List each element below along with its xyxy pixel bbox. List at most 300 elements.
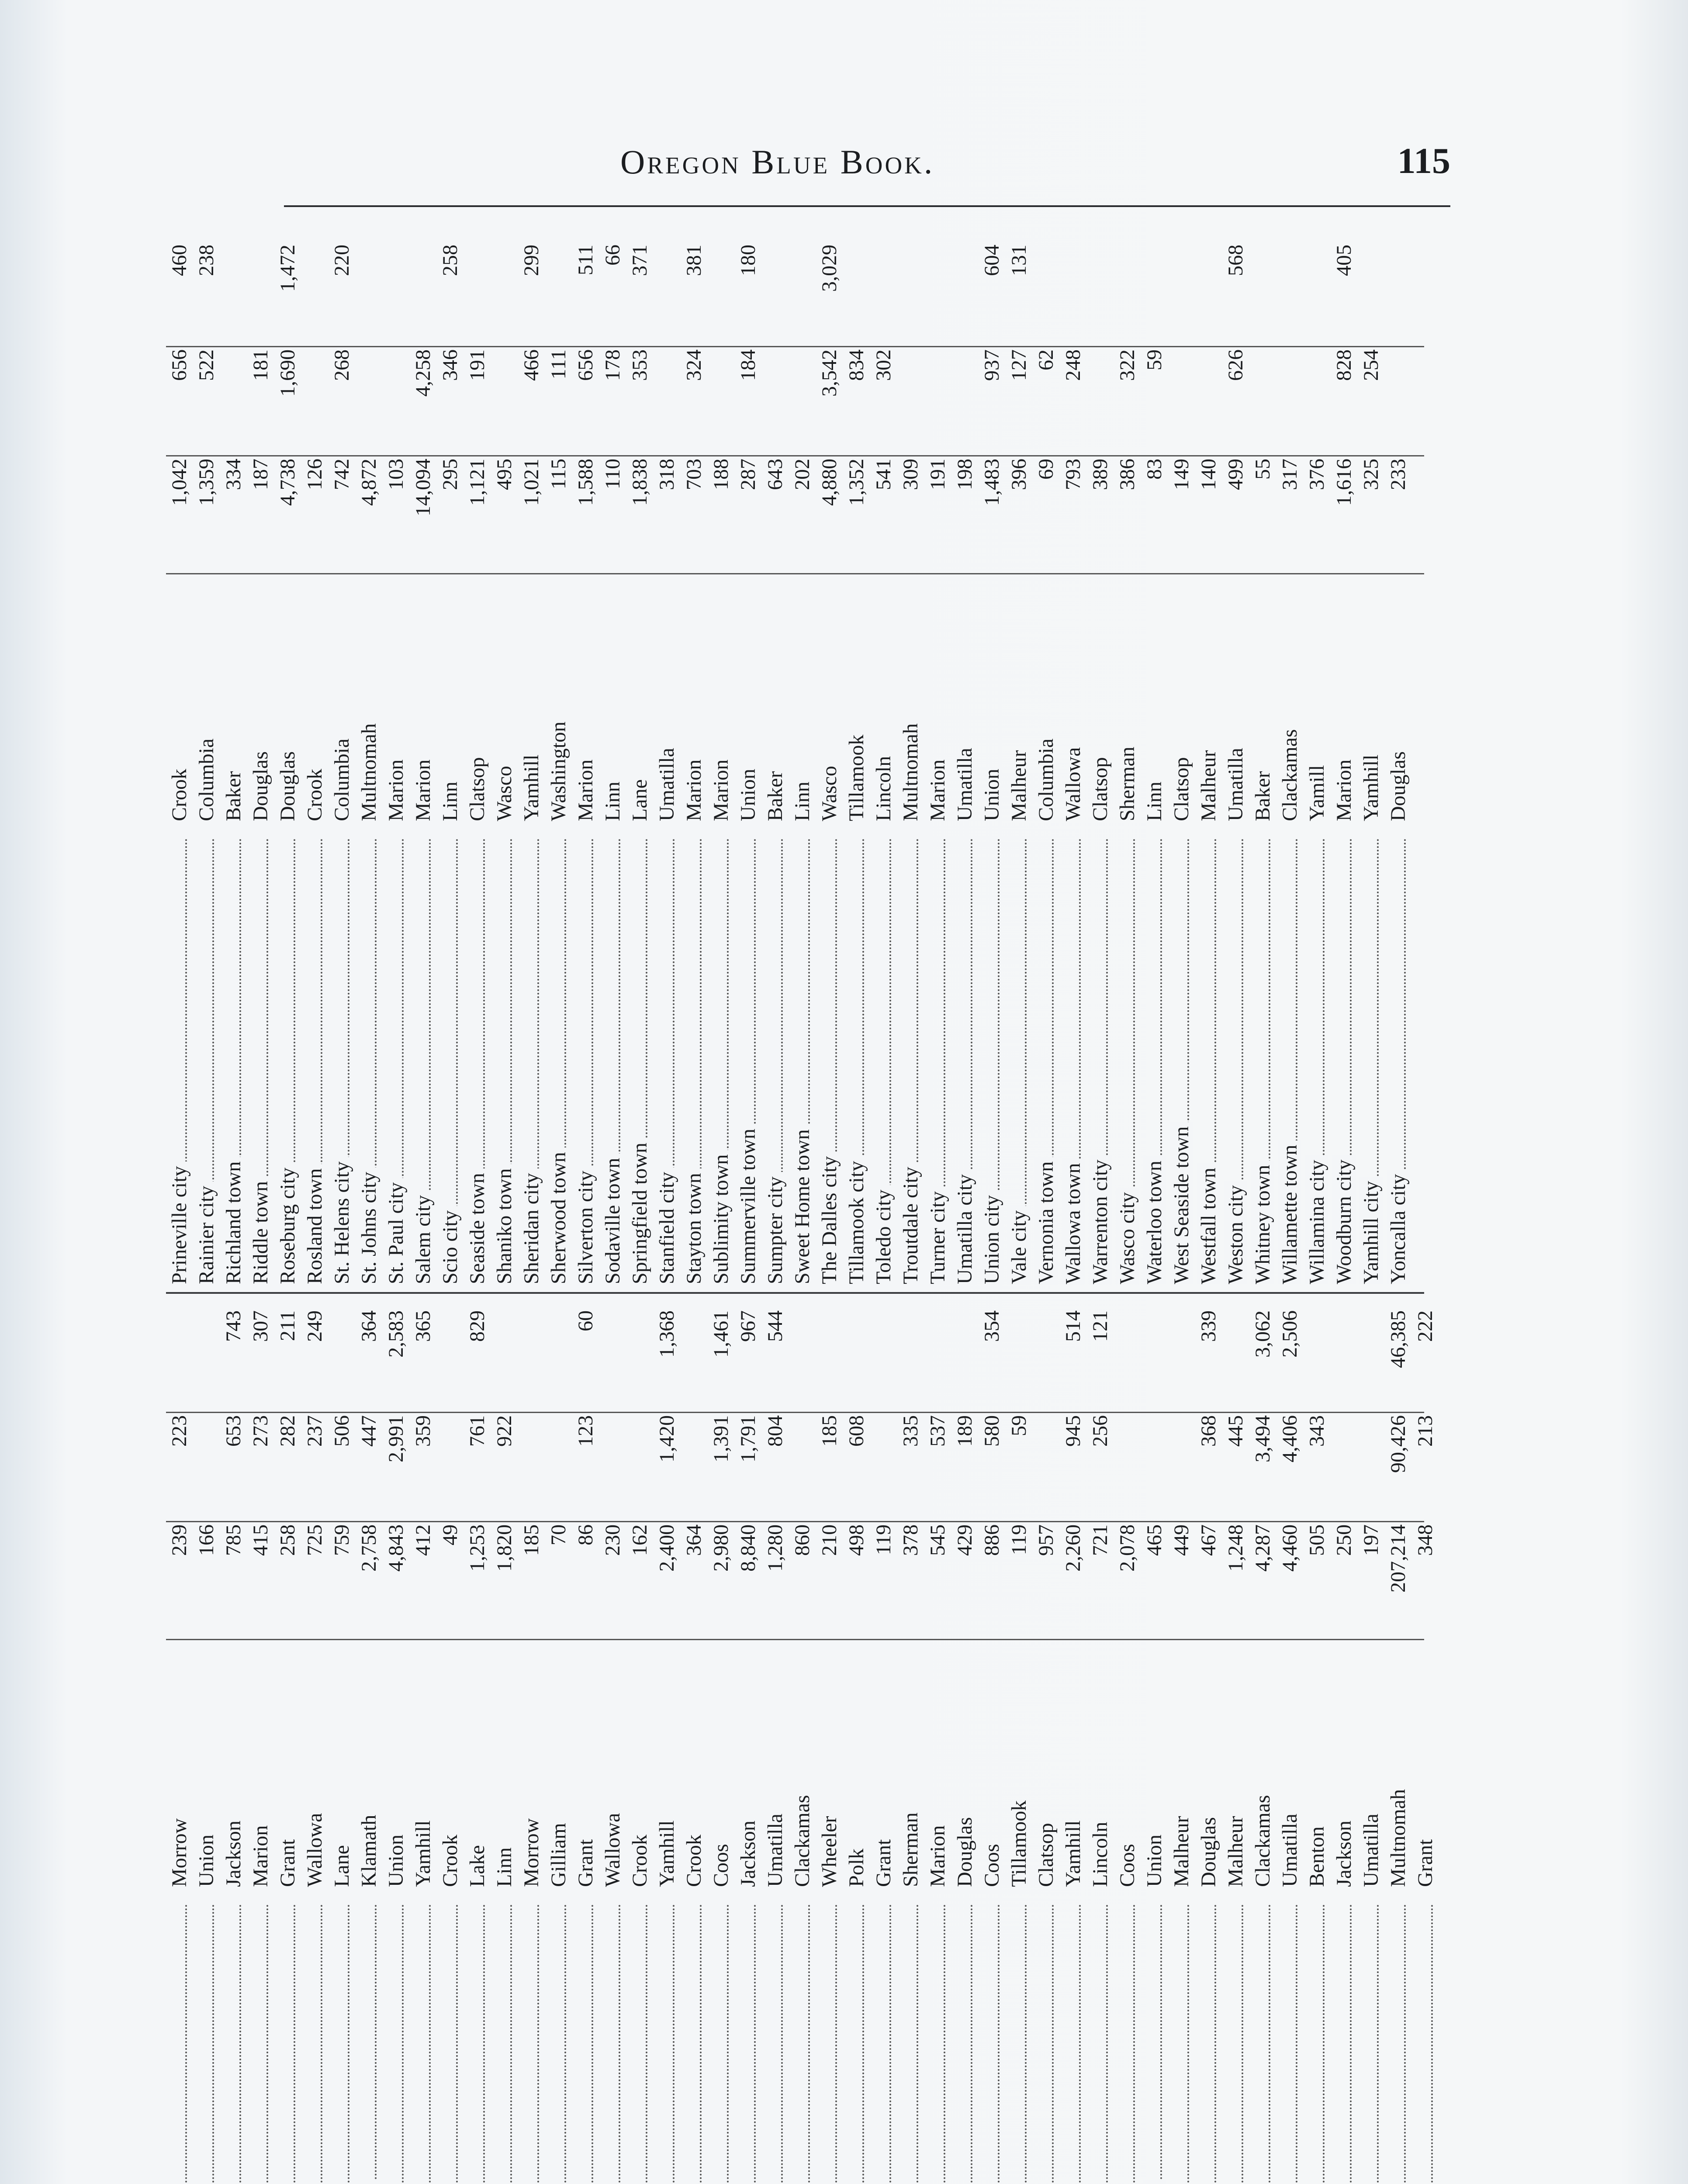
county-cell: Linn bbox=[1143, 781, 1166, 821]
population-1910-cell: 643 bbox=[764, 459, 787, 490]
leader-dots bbox=[572, 1904, 593, 2184]
population-1910-cell: 140 bbox=[1197, 459, 1220, 490]
leader-dots bbox=[383, 1904, 404, 2184]
population-1910-cell: 4,880 bbox=[818, 459, 841, 506]
column-rule bbox=[166, 346, 1424, 347]
population-1910-cell: 2,260 bbox=[1062, 1524, 1085, 1572]
population-1890-cell: 405 bbox=[1332, 245, 1356, 276]
table-row bbox=[762, 1302, 789, 2184]
place-name-cell bbox=[816, 830, 843, 1284]
county-cell: Grant bbox=[276, 1839, 299, 1887]
table-row bbox=[545, 236, 572, 1284]
county-cell: Douglas bbox=[1387, 751, 1410, 821]
place-name: Springfield town bbox=[628, 1138, 651, 1284]
place-name bbox=[357, 2180, 380, 2184]
table-row bbox=[1006, 1302, 1033, 2184]
place-name-cell bbox=[1033, 1896, 1060, 2184]
place-name: Sodaville town bbox=[601, 1154, 624, 1284]
place-name-cell bbox=[491, 830, 518, 1284]
population-1900-cell: 268 bbox=[330, 349, 353, 381]
population-1900-cell: 922 bbox=[493, 1415, 516, 1447]
population-1910-cell: 4,843 bbox=[384, 1524, 408, 1572]
place-name: St. Johns city bbox=[357, 1168, 380, 1284]
population-1890-cell: 604 bbox=[980, 245, 1003, 276]
county-cell: Baker bbox=[1251, 771, 1274, 821]
leader-dots bbox=[518, 1904, 539, 2184]
county-cell: Marion bbox=[709, 759, 733, 821]
table-row bbox=[491, 1302, 518, 2184]
county-cell: Baker bbox=[222, 771, 245, 821]
population-1910-cell: 860 bbox=[791, 1524, 814, 1556]
table-row bbox=[762, 236, 789, 1284]
county-cell: Union bbox=[195, 1835, 218, 1887]
population-1900-cell: 322 bbox=[1116, 349, 1139, 381]
population-table bbox=[166, 245, 1442, 2184]
population-1910-cell: 202 bbox=[791, 459, 814, 490]
place-name: West Seaside town bbox=[1170, 1122, 1193, 1284]
place-name-cell bbox=[1141, 830, 1168, 1284]
table-row bbox=[1331, 1302, 1358, 2184]
table-row bbox=[1304, 236, 1331, 1284]
header-rule bbox=[284, 205, 1450, 207]
population-1910-cell: 309 bbox=[899, 459, 922, 490]
county-cell: Malheur bbox=[1170, 1816, 1193, 1887]
table-row bbox=[491, 236, 518, 1284]
place-name-cell bbox=[979, 1896, 1006, 2184]
population-1900-cell: 828 bbox=[1332, 349, 1356, 381]
population-1890-cell: 365 bbox=[412, 1310, 435, 1342]
place-name-cell bbox=[274, 830, 301, 1284]
table-row bbox=[979, 236, 1006, 1284]
county-cell: Clatsop bbox=[1034, 1823, 1058, 1887]
place-name: Vernonia town bbox=[1034, 1157, 1058, 1284]
county-cell: Columbia bbox=[1034, 738, 1058, 821]
place-name-cell bbox=[518, 830, 545, 1284]
county-cell: Marion bbox=[249, 1825, 272, 1887]
leader-dots bbox=[545, 1904, 566, 2184]
place-name-cell bbox=[626, 1896, 654, 2184]
table-row bbox=[1222, 236, 1249, 1284]
table-row bbox=[1114, 1302, 1141, 2184]
place-name-cell bbox=[951, 1896, 979, 2184]
table-row bbox=[708, 1302, 735, 2184]
place-name bbox=[1143, 2180, 1166, 2184]
table-row bbox=[329, 236, 356, 1284]
table-row bbox=[654, 1302, 681, 2184]
place-name-cell bbox=[1249, 830, 1276, 1284]
county-cell: Columbia bbox=[330, 738, 353, 821]
leader-dots bbox=[1033, 1904, 1054, 2184]
leader-dots bbox=[1331, 1904, 1352, 2184]
population-1900-cell: 1,690 bbox=[276, 349, 299, 397]
place-name: Union city bbox=[980, 1191, 1003, 1284]
place-name-cell bbox=[1385, 1896, 1412, 2184]
place-name-cell bbox=[464, 1896, 491, 2184]
place-name-cell bbox=[735, 1896, 762, 2184]
place-name: Stanfield city bbox=[655, 1168, 678, 1284]
population-1900-cell: 184 bbox=[737, 349, 760, 381]
population-1900-cell: 3,542 bbox=[818, 349, 841, 397]
population-1900-cell: 59 bbox=[1143, 349, 1166, 370]
table-row bbox=[572, 1302, 599, 2184]
county-cell: Douglas bbox=[1197, 1817, 1220, 1887]
population-1910-cell: 725 bbox=[303, 1524, 326, 1556]
place-name-cell bbox=[356, 830, 383, 1284]
place-name: Wasco city bbox=[1116, 1188, 1139, 1284]
place-name: Umatilla city bbox=[953, 1170, 976, 1284]
place-name-cell bbox=[599, 1896, 626, 2184]
place-name-cell bbox=[870, 830, 897, 1284]
place-name-cell bbox=[735, 830, 762, 1284]
population-1900-cell: 4,406 bbox=[1278, 1415, 1301, 1462]
population-1910-cell: 541 bbox=[872, 459, 895, 490]
place-name-cell bbox=[1222, 1896, 1249, 2184]
place-name: Weston city bbox=[1224, 1181, 1247, 1284]
page-number: 115 bbox=[1397, 141, 1450, 181]
population-1910-cell: 412 bbox=[412, 1524, 435, 1556]
county-cell: Wasco bbox=[818, 766, 841, 821]
place-name-cell bbox=[356, 1896, 383, 2184]
place-name-cell bbox=[816, 1896, 843, 2184]
population-1900-cell: 506 bbox=[330, 1415, 353, 1447]
table-row bbox=[1033, 1302, 1060, 2184]
population-1910-cell: 499 bbox=[1224, 459, 1247, 490]
population-1910-cell: 364 bbox=[682, 1524, 706, 1556]
place-name: Warrenton city bbox=[1089, 1155, 1112, 1284]
population-1910-cell: 207,214 bbox=[1387, 1524, 1410, 1593]
place-name-cell bbox=[897, 830, 924, 1284]
population-1910-cell: 378 bbox=[899, 1524, 922, 1556]
leader-dots bbox=[1168, 1904, 1189, 2184]
table-row bbox=[166, 1302, 193, 2184]
population-1890-cell: 3,029 bbox=[818, 245, 841, 292]
population-1900-cell: 248 bbox=[1062, 349, 1085, 381]
leader-dots bbox=[708, 1904, 729, 2184]
place-name-cell bbox=[1331, 1896, 1358, 2184]
leader-dots bbox=[1249, 1904, 1270, 2184]
county-cell: Umatilla bbox=[1278, 1814, 1301, 1887]
place-name: Shaniko town bbox=[493, 1164, 516, 1284]
place-name-cell bbox=[220, 1896, 247, 2184]
population-1890-cell: 66 bbox=[601, 245, 624, 266]
table-row bbox=[1168, 1302, 1195, 2184]
place-name: Sumpter city bbox=[764, 1172, 787, 1284]
table-row bbox=[924, 1302, 951, 2184]
leader-dots bbox=[816, 1904, 837, 2184]
place-name-cell bbox=[924, 1896, 951, 2184]
population-1910-cell: 1,121 bbox=[466, 459, 489, 506]
leader-dots bbox=[951, 1904, 972, 2184]
leader-dots bbox=[1141, 1904, 1162, 2184]
table-row bbox=[193, 1302, 220, 2184]
population-1910-cell: 386 bbox=[1116, 459, 1139, 490]
leader-dots bbox=[1276, 1904, 1297, 2184]
table-row bbox=[1195, 236, 1222, 1284]
population-1890-cell: 460 bbox=[168, 245, 191, 276]
county-cell: Malheur bbox=[1224, 1816, 1247, 1887]
place-name-cell bbox=[1087, 830, 1114, 1284]
table-row bbox=[1060, 1302, 1087, 2184]
leader-dots bbox=[843, 1904, 864, 2184]
table-row bbox=[464, 1302, 491, 2184]
county-cell: Marion bbox=[574, 759, 597, 821]
place-name-cell bbox=[491, 1896, 518, 2184]
place-name-cell bbox=[762, 1896, 789, 2184]
place-name-cell bbox=[1222, 830, 1249, 1284]
county-cell: Crook bbox=[628, 1835, 651, 1887]
place-name-cell bbox=[410, 830, 437, 1284]
population-1900-cell: 237 bbox=[303, 1415, 326, 1447]
table-row bbox=[1331, 236, 1358, 1284]
population-1910-cell: 2,400 bbox=[655, 1524, 678, 1572]
leader-dots bbox=[1060, 1904, 1081, 2184]
table-row bbox=[247, 236, 274, 1284]
population-1910-cell: 389 bbox=[1089, 459, 1112, 490]
footnote bbox=[288, 1966, 341, 2184]
place-name-cell bbox=[1033, 830, 1060, 1284]
population-1900-cell: 804 bbox=[764, 1415, 787, 1447]
place-name-cell bbox=[681, 830, 708, 1284]
county-cell: Clatsop bbox=[466, 757, 489, 821]
table-row bbox=[1141, 1302, 1168, 2184]
place-name-cell bbox=[545, 1896, 572, 2184]
population-1900-cell: 90,426 bbox=[1387, 1415, 1410, 1473]
county-cell: Wheeler bbox=[818, 1816, 841, 1887]
table-row bbox=[951, 1302, 979, 2184]
table-row bbox=[870, 236, 897, 1284]
county-cell: Yamhill bbox=[412, 1820, 435, 1887]
place-name-cell bbox=[1304, 1896, 1331, 2184]
population-1910-cell: 83 bbox=[1143, 459, 1166, 480]
population-1900-cell: 537 bbox=[926, 1415, 949, 1447]
place-name: Whitney town bbox=[1251, 1161, 1274, 1284]
place-name-cell bbox=[1060, 830, 1087, 1284]
population-1910-cell: 110 bbox=[601, 459, 624, 490]
population-1890-cell: 258 bbox=[439, 245, 462, 276]
population-1910-cell: 210 bbox=[818, 1524, 841, 1556]
place-name-cell bbox=[220, 830, 247, 1284]
population-1910-cell: 70 bbox=[547, 1524, 570, 1545]
place-name: Scio city bbox=[439, 1206, 462, 1284]
population-1890-cell: 46,385 bbox=[1387, 1310, 1410, 1368]
county-cell: Clackamas bbox=[791, 1795, 814, 1887]
place-name-cell bbox=[1114, 1896, 1141, 2184]
table-row bbox=[951, 236, 979, 1284]
table-row bbox=[1385, 1302, 1412, 2184]
place-name: Vale city bbox=[1007, 1206, 1031, 1284]
population-1910-cell: 119 bbox=[1007, 1524, 1031, 1555]
population-1890-cell: 364 bbox=[357, 1310, 380, 1342]
population-1910-cell: 759 bbox=[330, 1524, 353, 1556]
county-cell: Baker bbox=[764, 771, 787, 821]
population-1900-cell: 445 bbox=[1224, 1415, 1247, 1447]
leader-dots bbox=[599, 1904, 620, 2184]
place-name: Woodburn city bbox=[1332, 1155, 1356, 1284]
table-row bbox=[410, 1302, 437, 2184]
population-1900-cell: 273 bbox=[249, 1415, 272, 1447]
table-left-half bbox=[166, 1302, 1437, 2184]
population-1890-cell: 307 bbox=[249, 1310, 272, 1342]
table-row bbox=[599, 236, 626, 1284]
table-row bbox=[789, 1302, 816, 2184]
population-1900-cell: 3,494 bbox=[1251, 1415, 1274, 1462]
table-row bbox=[897, 236, 924, 1284]
population-1910-cell: 2,078 bbox=[1116, 1524, 1139, 1572]
place-name-cell bbox=[1331, 830, 1358, 1284]
place-name: Roseburg city bbox=[276, 1163, 299, 1284]
place-name: Yoncalla city bbox=[1387, 1170, 1410, 1284]
county-cell: Union bbox=[737, 769, 760, 821]
county-cell: Morrow bbox=[520, 1818, 543, 1887]
place-name-cell bbox=[654, 830, 681, 1284]
place-name-cell bbox=[951, 830, 979, 1284]
place-name-cell bbox=[572, 830, 599, 1284]
county-cell: Yamhill bbox=[1062, 1820, 1085, 1887]
population-1910-cell: 886 bbox=[980, 1524, 1003, 1556]
county-cell: Clatsop bbox=[1170, 757, 1193, 821]
county-cell: Douglas bbox=[953, 1817, 976, 1887]
population-1910-cell: 287 bbox=[737, 459, 760, 490]
table-row bbox=[681, 1302, 708, 2184]
table-row bbox=[1249, 236, 1276, 1284]
population-1900-cell: 185 bbox=[818, 1415, 841, 1447]
population-1910-cell: 14,094 bbox=[412, 459, 435, 516]
place-name-cell bbox=[1304, 830, 1331, 1284]
column-rule bbox=[166, 573, 1424, 574]
place-name: Willamina city bbox=[1305, 1155, 1328, 1284]
population-1910-cell: 197 bbox=[1359, 1524, 1383, 1556]
county-cell: Marion bbox=[926, 1825, 949, 1887]
place-name-cell bbox=[545, 830, 572, 1284]
population-1890-cell: 339 bbox=[1197, 1310, 1220, 1342]
county-cell: Yamhill bbox=[520, 754, 543, 821]
leader-dots bbox=[654, 1904, 675, 2184]
population-1910-cell: 1,820 bbox=[493, 1524, 516, 1572]
county-cell: Douglas bbox=[276, 751, 299, 821]
table-row bbox=[1276, 1302, 1304, 2184]
population-1910-cell: 721 bbox=[1089, 1524, 1112, 1556]
table-row bbox=[1249, 1302, 1276, 2184]
leader-dots bbox=[356, 1904, 377, 2184]
population-1890-cell: 511 bbox=[574, 245, 597, 276]
population-1910-cell: 1,483 bbox=[980, 459, 1003, 506]
table-row bbox=[843, 1302, 870, 2184]
county-cell: Crook bbox=[168, 769, 191, 821]
population-1900-cell: 181 bbox=[249, 349, 272, 381]
place-name-cell bbox=[1114, 830, 1141, 1284]
population-1910-cell: 318 bbox=[655, 459, 678, 490]
population-1900-cell: 4,258 bbox=[412, 349, 435, 397]
place-name: Silverton city bbox=[574, 1166, 597, 1284]
leader-dots bbox=[1385, 1904, 1406, 2184]
column-rule bbox=[166, 1521, 1424, 1522]
population-1910-cell: 1,616 bbox=[1332, 459, 1356, 506]
population-1910-cell: 126 bbox=[303, 459, 326, 490]
county-cell: Crook bbox=[439, 1835, 462, 1887]
population-1910-cell: 49 bbox=[439, 1524, 462, 1545]
population-1910-cell: 1,352 bbox=[845, 459, 868, 506]
population-1910-cell: 317 bbox=[1278, 459, 1301, 490]
population-1900-cell: 127 bbox=[1007, 349, 1031, 381]
county-cell: Linn bbox=[439, 781, 462, 821]
county-cell: Douglas bbox=[249, 751, 272, 821]
population-1890-cell: 1,461 bbox=[709, 1310, 733, 1358]
county-cell: Jackson bbox=[737, 1821, 760, 1887]
leader-dots bbox=[762, 1904, 783, 2184]
place-name: St. Helens city bbox=[330, 1157, 353, 1284]
leader-dots bbox=[870, 1904, 891, 2184]
population-1910-cell: 325 bbox=[1359, 459, 1383, 490]
place-name: Wallowa town bbox=[1062, 1159, 1085, 1284]
county-cell: Lane bbox=[628, 779, 651, 821]
place-name-cell bbox=[654, 1896, 681, 2184]
county-cell: Yamhill bbox=[1359, 754, 1383, 821]
county-cell: Tillamook bbox=[1007, 1800, 1031, 1887]
table-row bbox=[1412, 1302, 1439, 2184]
population-1900-cell: 937 bbox=[980, 349, 1003, 381]
county-cell: Linn bbox=[601, 781, 624, 821]
county-cell: Wallowa bbox=[1062, 747, 1085, 821]
place-name-cell bbox=[979, 830, 1006, 1284]
table-row bbox=[437, 1302, 464, 2184]
place-name-cell bbox=[1276, 830, 1304, 1284]
table-row bbox=[572, 236, 599, 1284]
county-cell: Linn bbox=[791, 781, 814, 821]
population-1910-cell: 1,838 bbox=[628, 459, 651, 506]
table-row bbox=[1060, 236, 1087, 1284]
population-1910-cell: 505 bbox=[1305, 1524, 1328, 1556]
place-name-cell bbox=[1060, 1896, 1087, 2184]
population-1900-cell: 123 bbox=[574, 1415, 597, 1447]
population-1890-cell: 2,506 bbox=[1278, 1310, 1301, 1358]
county-cell: Grant bbox=[872, 1839, 895, 1887]
place-name-cell bbox=[1006, 830, 1033, 1284]
leader-dots bbox=[464, 1904, 485, 2184]
leader-dots bbox=[1412, 1904, 1433, 2184]
population-1900-cell: 608 bbox=[845, 1415, 868, 1447]
population-1900-cell: 580 bbox=[980, 1415, 1003, 1447]
population-1910-cell: 258 bbox=[276, 1524, 299, 1556]
table-row bbox=[681, 236, 708, 1284]
leader-dots bbox=[247, 1904, 268, 2184]
population-1900-cell: 1,791 bbox=[737, 1415, 760, 1462]
leader-dots bbox=[1195, 1904, 1216, 2184]
table-right-half bbox=[166, 236, 1424, 1284]
table-row bbox=[356, 1302, 383, 2184]
place-name-cell bbox=[1168, 1896, 1195, 2184]
county-cell: Union bbox=[384, 1835, 408, 1887]
table-row bbox=[301, 236, 329, 1284]
leader-dots bbox=[979, 1904, 1000, 2184]
place-name-cell bbox=[518, 1896, 545, 2184]
leader-dots bbox=[1358, 1904, 1379, 2184]
running-head: Oregon Blue Book. bbox=[620, 143, 935, 181]
place-name-cell bbox=[1168, 830, 1195, 1284]
population-1910-cell: 1,021 bbox=[520, 459, 543, 506]
county-cell: Union bbox=[1143, 1835, 1166, 1887]
population-1910-cell: 742 bbox=[330, 459, 353, 490]
table-row bbox=[1087, 236, 1114, 1284]
place-name-cell bbox=[870, 1896, 897, 2184]
population-1900-cell: 447 bbox=[357, 1415, 380, 1447]
county-cell: Jackson bbox=[222, 1821, 245, 1887]
place-name: Riddle town bbox=[249, 1177, 272, 1284]
table-row bbox=[518, 1302, 545, 2184]
population-1890-cell: 568 bbox=[1224, 245, 1247, 276]
leader-dots bbox=[193, 1904, 214, 2184]
place-name-cell bbox=[193, 1896, 220, 2184]
leader-dots bbox=[897, 1904, 918, 2184]
